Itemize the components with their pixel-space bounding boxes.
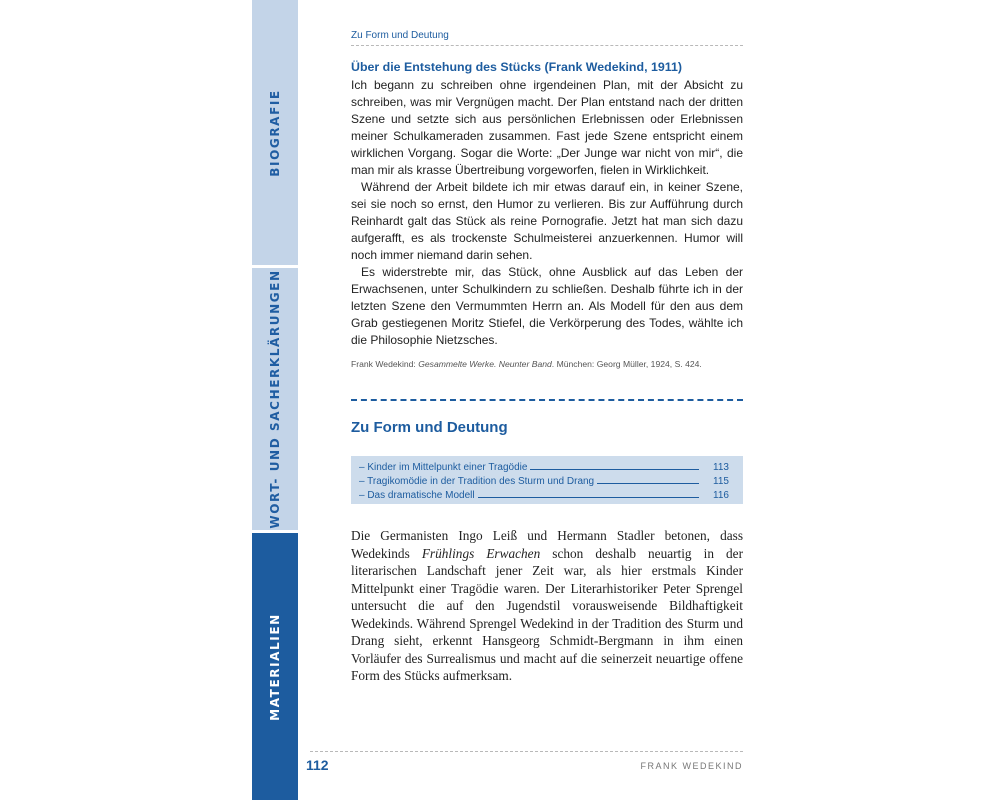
toc-item-page: 113 (713, 462, 729, 473)
body-title-italic: Frühlings Erwachen (421, 545, 541, 561)
source-citation (351, 358, 743, 370)
tab-biografie[interactable] (252, 0, 298, 265)
source-details: . München: Georg Müller, 1924, S. 424. (551, 359, 702, 369)
article (351, 60, 743, 370)
body-text-part: schon deshalb neuartig in der literarischen Landschaft jener Zeit war, als hier erstmals Kinder Mittelpunkt einer Tragödie waren. Der Literarhistoriker Peter Sprengel untersucht die auf den Jugendstil vorausweisende Bildhaftigkeit Wedekinds. Während Sprengel Wedekind in der Tradition des Sturm und Drang sieht, erkennt Hansgeorg Schmidt-Bergmann in ihm einen Vorläufer des Surrealismus und macht auf die seinerzeit neuartige offene Form des Stücks aufmerksam. (351, 545, 743, 683)
section-body (351, 527, 743, 685)
footer-divider (310, 751, 743, 752)
article-paragraph: Es widerstrebte mir, das Stück, ohne Ausblick auf das Leben der Erwachsenen, unter Schulkindern zu schließen. Deshalb führte ich in der letzten Szene den Vermummten Herrn an. Als Modell für den aus dem Grab gestiegenen Moritz Stiefel, die Verkörperung des Todes, wählte ich die Philosophie Nietzsches. (351, 265, 743, 347)
section-heading: Zu Form und Deutung (351, 419, 508, 436)
article-paragraph: Während der Arbeit bildete ich mir etwas darauf ein, in keiner Szene, sei sie noch so ernst, den Humor zu verlieren. Bis zur Aufführung durch Reinhardt galt das Stück als reine Pornografie. Jetzt hat man sich dazu aufgerafft, es als trockenste Schulmeisterei anzuerkennen. Humor will noch immer niemand darin sehen. (351, 180, 743, 262)
toc-leader-line (478, 497, 699, 498)
toc-box (351, 456, 743, 504)
tab-materialien-label: MATERIALIEN (268, 612, 282, 721)
section-divider (351, 399, 743, 401)
toc-item[interactable] (359, 459, 729, 473)
tab-biografie-label: BIOGRAFIE (268, 88, 282, 177)
source-author: Frank Wedekind: (351, 359, 419, 369)
toc-item-page: 116 (713, 490, 729, 501)
footer-author: FRANK WEDEKIND (640, 761, 743, 771)
article-paragraph: Ich begann zu schreiben ohne irgendeinen Plan, mit der Absicht zu schreiben, was mir Vergnügen macht. Der Plan entstand nach der dritten Szene und setzte sich aus persönlichen Erlebnissen oder Erlebnissen meiner Schulkameraden zusammen. Fast jede Szene entspricht einem wirklichen Vorgang. Sogar die Worte: „Der Junge war nicht von mir“, die man mir als krasse Übertreibung vorgeworfen, fielen in Wirklichkeit. (351, 78, 743, 177)
toc-item-page: 115 (713, 476, 729, 487)
top-divider (351, 45, 743, 46)
tab-wort-label: WORT- UND SACHERKLÄRUNGEN (268, 269, 282, 529)
tab-wort-und-sacherklaerungen[interactable] (252, 268, 298, 530)
article-title: Über die Entstehung des Stücks (Frank Wedekind, 1911) (351, 60, 682, 74)
page-number: 112 (306, 757, 329, 773)
toc-item-text: – Tragikomödie in der Tradition des Sturm und Drang (359, 476, 595, 487)
toc-item[interactable] (359, 487, 729, 501)
section-body-paragraph (351, 527, 743, 685)
toc-item-text: – Kinder im Mittelpunkt einer Tragödie (359, 462, 528, 473)
tab-materialien[interactable] (252, 533, 298, 800)
toc-item[interactable] (359, 473, 729, 487)
toc-leader-line (597, 483, 699, 484)
source-work: Gesammelte Werke. Neunter Band (418, 359, 552, 369)
toc-leader-line (530, 469, 699, 470)
running-head: Zu Form und Deutung (351, 30, 449, 41)
toc-item-text: – Das dramatische Modell (359, 490, 475, 501)
body-text-part: Die Germanisten Ingo Leiß und Hermann Stadler betonen, dass Wedekinds (351, 528, 743, 561)
